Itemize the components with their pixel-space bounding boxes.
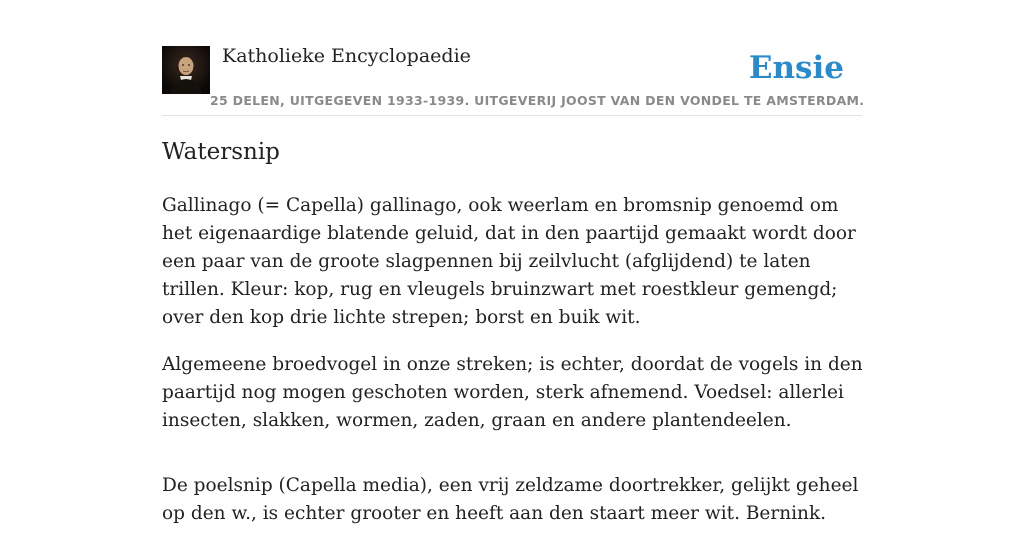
- publication-avatar[interactable]: [162, 46, 210, 94]
- article-title: Watersnip: [162, 139, 280, 165]
- article-paragraph: De poelsnip (Capella media), een vrij zeldzame doortrekker, gelijkt geheel op den w., is echter grooter en heeft aan den staart meer wit. Bernink.: [162, 475, 859, 524]
- article-paragraph: Algemeene broedvogel in onze streken; is echter, doordat de vogels in den paartijd nog mogen geschoten worden, sterk afnemend. Voedsel: allerlei insecten, slakken, wormen, zaden, graan en andere plantendeelen.: [162, 354, 863, 431]
- ensie-logo[interactable]: Ensie: [748, 50, 844, 86]
- portrait-icon: [162, 46, 210, 94]
- publication-title[interactable]: Katholieke Encyclopaedie: [222, 45, 471, 67]
- article-body: [162, 192, 866, 547]
- page-container: [162, 0, 865, 524]
- publication-subtitle: 25 DELEN, UITGEGEVEN 1933-1939. UITGEVERIJ JOOST VAN DEN VONDEL TE AMSTERDAM.: [210, 93, 865, 108]
- article-paragraph: Gallinago (= Capella) gallinago, ook weerlam en bromsnip genoemd om het eigenaardige blatende geluid, dat in den paartijd gemaakt wordt door een paar van de groote slagpennen bij zeilvlucht (afglijdend) te laten trillen. Kleur: kop, rug en vleugels bruinzwart met roestkleur gemengd; over den kop drie lichte strepen; borst en buik wit.: [162, 195, 856, 328]
- publication-header: [162, 0, 865, 116]
